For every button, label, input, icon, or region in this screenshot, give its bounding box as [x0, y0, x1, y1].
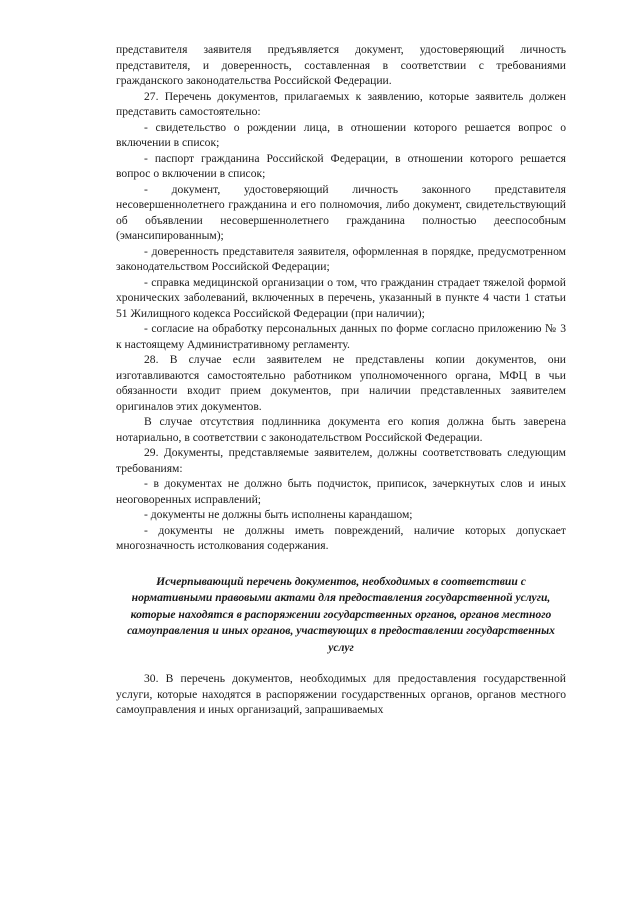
- list-item-passport: - паспорт гражданина Российской Федерации, в отношении которого решается вопрос о включении в список;: [116, 151, 566, 180]
- paragraph-intro: представителя заявителя предъявляется документ, удостоверяющий личность представителя, и доверенность, составленная в соответствии с требованиями гражданского законодательства Российской Федерации.: [116, 43, 566, 87]
- list-item-medical-certificate: - справка медицинской организации о том, что гражданин страдает тяжелой формой хронических заболеваний, включенных в перечень, указанный в пункте 4 части 1 статьи 51 Жилищного кодекса Российской Федерации (при наличии);: [116, 275, 566, 320]
- paragraph-29: 29. Документы, представляемые заявителем, должны соответствовать следующим требованиям:: [116, 446, 566, 475]
- list-item-no-pencil: - документы не должны быть исполнены карандашом;: [144, 508, 413, 521]
- list-item-birth-certificate: - свидетельство о рождении лица, в отношении которого решается вопрос о включении в список;: [116, 120, 566, 149]
- section-heading: Исчерпывающий перечень документов, необходимых в соответствии с нормативными правовыми актами для предоставления государственной услуги, которые находятся в распоряжении государственных органов, органов местного самоуправления и иных органов, участвующих в предоставлении государственных услуг: [127, 574, 555, 654]
- list-item-power-of-attorney: - доверенность представителя заявителя, оформленная в порядке, предусмотренном законодательством Российской Федерации;: [116, 244, 566, 273]
- list-item-no-erasures: - в документах не должно быть подчисток, приписок, зачеркнутых слов и иных неоговоренных исправлений;: [116, 477, 566, 506]
- paragraph-27: 27. Перечень документов, прилагаемых к заявлению, которые заявитель должен представить самостоятельно:: [116, 89, 566, 118]
- paragraph-30: 30. В перечень документов, необходимых для предоставления государственной услуги, которые находятся в распоряжении государственных органов, органов местного самоуправления и иных организаций, запрашиваемых: [116, 672, 566, 716]
- paragraph-28-notary: В случае отсутствия подлинника документа его копия должна быть заверена нотариально, в соответствии с законодательством Российской Федерации.: [116, 415, 566, 444]
- list-item-personal-data-consent: - согласие на обработку персональных данных по форме согласно приложению № 3 к настоящему Административному регламенту.: [116, 322, 566, 351]
- list-item-legal-representative-document: - документ, удостоверяющий личность законного представителя несовершеннолетнего гражданина и его полномочия, либо документ, свидетельствующий об объявлении несовершеннолетнего гражданина полностью дееспособным (эмансипированным);: [116, 182, 566, 242]
- paragraph-28: 28. В случае если заявителем не представлены копии документов, они изготавливаются самостоятельно работником уполномоченного органа, МФЦ в чьи обязанности входит прием документов, при наличии представленных заявителем оригиналов этих документов.: [116, 353, 566, 413]
- document-body: [116, 42, 566, 718]
- list-item-no-damage: - документы не должны иметь повреждений, наличие которых допускает многозначность истолкования содержания.: [116, 523, 566, 552]
